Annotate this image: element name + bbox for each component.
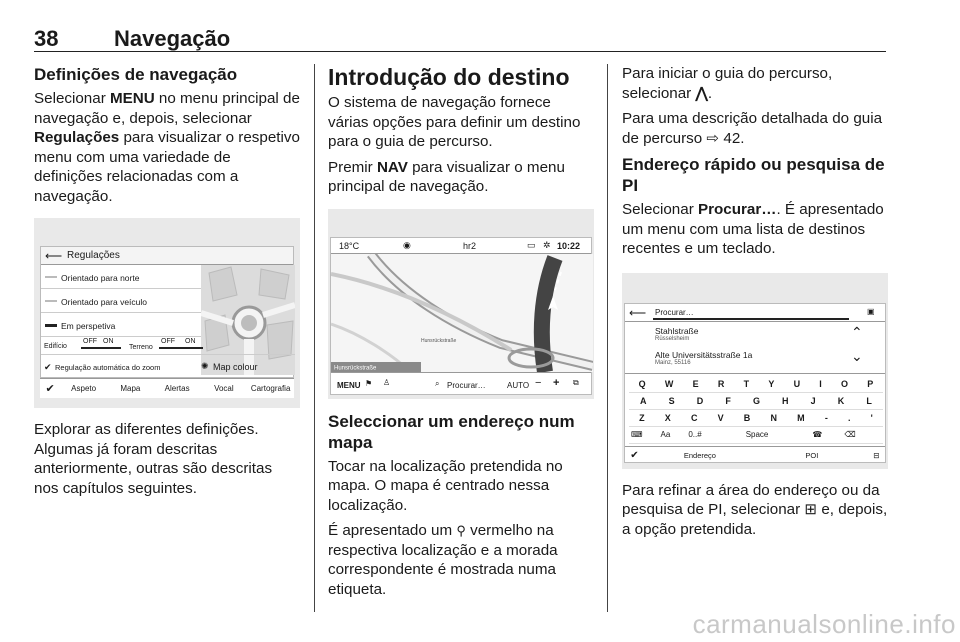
svg-text:Hunsrückstraße: Hunsrückstraße bbox=[334, 365, 377, 371]
key[interactable]: M bbox=[797, 412, 805, 423]
location-icon: ◉ bbox=[403, 239, 411, 250]
tab-mapa[interactable]: Mapa bbox=[120, 384, 141, 393]
search-bar bbox=[625, 304, 885, 322]
paragraph: Selecionar MENU no menu principal de navegação e, depois, selecionar Regulações para visualizar o respetivo menu com uma variedade de definições relacionadas com a navegação. bbox=[34, 90, 300, 205]
toggle-row: Edifício OFF ON Terreno OFF ON bbox=[41, 337, 295, 355]
list-item[interactable]: Stahlstraße Rüsselsheim bbox=[655, 325, 699, 342]
numeric-key[interactable]: 0..# bbox=[688, 430, 702, 439]
voice-icon[interactable]: ☎ bbox=[812, 430, 823, 439]
key[interactable]: F bbox=[725, 395, 731, 406]
person-icon[interactable]: ♙ bbox=[383, 377, 391, 387]
key[interactable]: S bbox=[668, 395, 675, 406]
keyboard-row bbox=[629, 427, 883, 444]
search-button[interactable]: Procurar… bbox=[447, 380, 486, 390]
key[interactable]: J bbox=[810, 395, 816, 406]
key[interactable]: X bbox=[664, 412, 671, 423]
search-keyboard-screenshot bbox=[622, 273, 888, 469]
key[interactable]: B bbox=[743, 412, 751, 423]
case-key[interactable]: Aa bbox=[660, 430, 671, 439]
key[interactable]: G bbox=[752, 395, 760, 406]
checkmark-icon[interactable]: ✔ bbox=[45, 383, 55, 395]
page-number: 38 bbox=[34, 26, 59, 51]
nav-bottom-bar bbox=[331, 372, 591, 396]
tab-endereco[interactable]: Endereço bbox=[683, 450, 716, 460]
section-heading: Introdução do destino bbox=[328, 64, 570, 90]
toggle-switch[interactable] bbox=[81, 347, 121, 349]
list-item[interactable]: Alte Universitätsstraße 1a Mainz, 55116 bbox=[655, 349, 753, 366]
key[interactable]: L bbox=[866, 395, 872, 406]
tab-cartografia[interactable]: Cartografia bbox=[250, 384, 291, 393]
paragraph: Selecionar Procurar…. É apresentado um menu com uma lista de destinos recentes e um teclado. bbox=[622, 201, 884, 257]
paragraph: Para uma descrição detalhada do guia de percurso ⇨ 42. bbox=[622, 110, 883, 147]
list-item[interactable]: Orientado para veículo bbox=[41, 289, 201, 313]
zoom-in-icon[interactable]: + bbox=[553, 376, 560, 389]
filter-icon[interactable]: ⊟ bbox=[873, 450, 880, 460]
keyboard-row bbox=[629, 376, 883, 393]
page-reference-icon: ⇨ bbox=[706, 129, 720, 147]
paragraph: Tocar na localização pretendida no mapa. O mapa é centrado nessa localização. bbox=[328, 457, 563, 514]
key[interactable]: A bbox=[640, 395, 647, 406]
key[interactable]: W bbox=[664, 378, 674, 389]
auto-zoom-row[interactable]: ✔ Regulação automática do zoom ✺ Map colour bbox=[44, 361, 258, 372]
key[interactable]: O bbox=[841, 378, 849, 389]
search-icon: ⌕ bbox=[435, 378, 440, 388]
column-2 bbox=[328, 64, 594, 605]
key[interactable]: U bbox=[793, 378, 801, 389]
gear-icon[interactable]: ✲ bbox=[543, 239, 551, 250]
section-heading: Endereço rápido ou pesquisa de PI bbox=[622, 155, 885, 195]
backspace-icon[interactable]: ⌫ bbox=[844, 430, 856, 439]
sun-icon: ✺ bbox=[201, 361, 209, 371]
page-header bbox=[34, 26, 886, 52]
keyboard-layout-icon[interactable]: ⌨ bbox=[631, 430, 643, 439]
key[interactable]: H bbox=[782, 395, 789, 406]
route-options-icon[interactable]: ⧉ bbox=[573, 377, 579, 387]
chevron-up-icon[interactable]: ⌃ bbox=[851, 323, 863, 340]
key[interactable]: P bbox=[867, 378, 874, 389]
section-heading: Seleccionar um endereço num mapa bbox=[328, 411, 575, 452]
column-divider bbox=[607, 64, 608, 612]
watermark: carmanualsonline.info bbox=[692, 609, 956, 639]
key[interactable]: Z bbox=[639, 412, 645, 423]
chevron-up-icon: ⋀ bbox=[695, 84, 708, 102]
keyboard-row bbox=[629, 410, 883, 427]
navigation-map-screenshot bbox=[328, 209, 594, 399]
key[interactable]: . bbox=[847, 412, 851, 423]
filter-icon: ⊞ bbox=[804, 501, 818, 518]
key[interactable]: E bbox=[692, 378, 699, 389]
paragraph: Explorar as diferentes definições. Algumas já foram descritas anteriormente, outras são descritas nos capítulos seguintes. bbox=[34, 421, 273, 497]
tab-poi[interactable]: POI bbox=[805, 450, 819, 460]
key[interactable]: V bbox=[717, 412, 724, 423]
tab-vocal[interactable]: Vocal bbox=[214, 384, 234, 393]
key[interactable]: Q bbox=[638, 378, 646, 389]
space-key[interactable]: Space bbox=[745, 430, 769, 439]
key[interactable]: R bbox=[717, 378, 725, 389]
checkmark-icon[interactable]: ✔ bbox=[44, 362, 52, 372]
paragraph: Premir NAV para visualizar o menu principal de navegação. bbox=[328, 158, 565, 195]
tab-alertas[interactable]: Alertas bbox=[164, 384, 190, 393]
toggle-switch[interactable] bbox=[159, 347, 203, 349]
back-arrow-icon[interactable]: ⟵ bbox=[45, 249, 63, 263]
back-arrow-icon[interactable]: ⟵ bbox=[629, 305, 647, 320]
svg-text:Hunsrückstraße: Hunsrückstraße bbox=[421, 337, 457, 344]
map-view[interactable] bbox=[331, 254, 591, 372]
page-title: Navegação bbox=[114, 26, 231, 51]
section-heading: Definições de navegação bbox=[34, 65, 238, 84]
list-item[interactable]: Orientado para norte bbox=[41, 265, 201, 289]
chevron-down-icon[interactable]: ⌄ bbox=[851, 347, 863, 364]
status-bar: 18°C ◉ hr2 ▭ ✲ 10:22 bbox=[331, 238, 591, 254]
key[interactable]: Y bbox=[768, 378, 775, 389]
paragraph: Para refinar a área do endereço ou da pesquisa de PI, selecionar ⊞ e, depois, a opção pretendida. bbox=[622, 481, 888, 538]
search-tab-bar bbox=[625, 446, 885, 464]
menu-button[interactable]: MENU bbox=[337, 380, 361, 390]
column-1 bbox=[34, 64, 300, 504]
key[interactable]: - bbox=[824, 412, 828, 423]
key[interactable]: K bbox=[837, 395, 845, 406]
recent-destinations-list bbox=[625, 322, 885, 374]
key[interactable]: I bbox=[819, 378, 822, 389]
paragraph: É apresentado um ⚲ vermelho na respectiva localização e a morada correspondente é mostrada numa etiqueta. bbox=[328, 522, 558, 598]
key[interactable]: D bbox=[696, 395, 704, 406]
checkmark-icon[interactable]: ✔ bbox=[630, 449, 639, 461]
phone-icon: ▭ bbox=[527, 239, 536, 250]
search-input[interactable]: Procurar… bbox=[655, 307, 694, 317]
paragraph: O sistema de navegação fornece várias opções para definir um destino para o guia de percurso. bbox=[328, 94, 581, 150]
settings-title: Regulações bbox=[67, 250, 120, 261]
key[interactable]: T bbox=[743, 378, 750, 389]
column-3 bbox=[622, 64, 888, 545]
list-item[interactable]: Em perspetiva bbox=[41, 313, 201, 337]
auto-zoom-button[interactable]: AUTO bbox=[507, 380, 530, 390]
tab-aspeto[interactable]: Aspeto bbox=[71, 384, 97, 393]
key[interactable]: ' bbox=[870, 412, 873, 423]
keyboard-toggle-icon[interactable]: ▣ bbox=[867, 306, 875, 316]
settings-tab-bar bbox=[40, 378, 294, 398]
key[interactable]: C bbox=[690, 412, 698, 423]
paragraph: Para iniciar o guia do percurso, selecionar ⋀. bbox=[622, 65, 833, 102]
key[interactable]: N bbox=[770, 412, 777, 423]
pin-icon: ⚲ bbox=[456, 523, 466, 538]
settings-screenshot bbox=[34, 218, 300, 408]
keyboard-row bbox=[629, 393, 883, 410]
column-divider bbox=[314, 64, 315, 612]
flag-icon[interactable]: ⚑ bbox=[365, 378, 373, 388]
zoom-out-icon[interactable]: − bbox=[535, 376, 542, 389]
